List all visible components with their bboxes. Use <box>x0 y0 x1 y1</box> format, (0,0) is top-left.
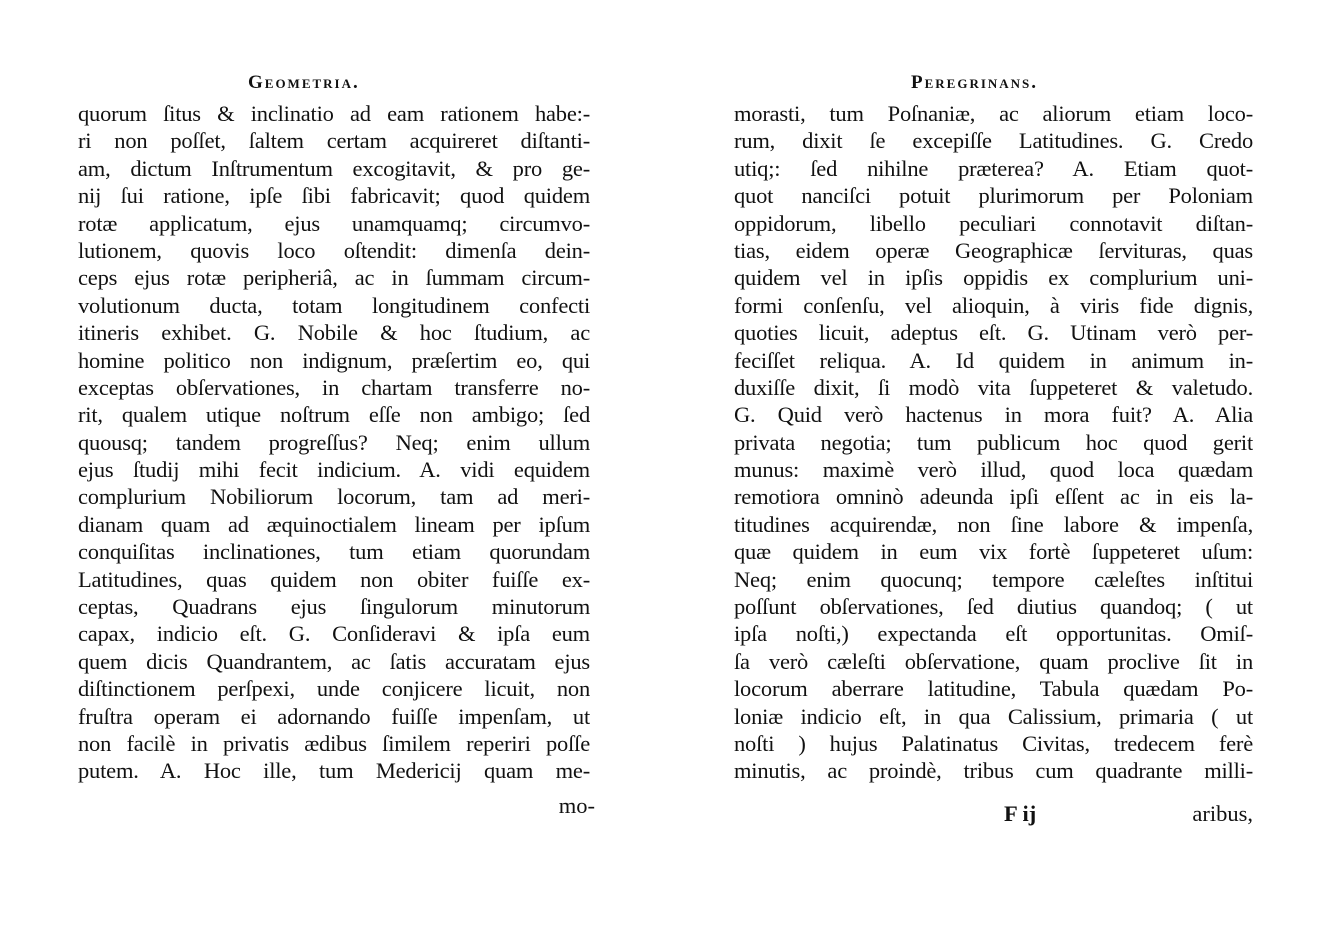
right-page <box>661 0 1323 936</box>
text-line: itineris exhibet. G. Nobile & hoc ſtudium, ac <box>78 320 590 346</box>
text-line: volutionum ducta, totam longitudinem confecti <box>78 292 590 318</box>
text-line: noſti ) hujus Palatinatus Civitas, tredecem ferè <box>734 730 1253 756</box>
text-line: oppidorum, libello peculiari connotavit diſtan- <box>734 210 1253 236</box>
text-line: remotiora omninò adeunda ipſi eſſent ac in eis la- <box>734 484 1253 510</box>
text-line: quousq; tandem progreſſus? Neq; enim ullum <box>78 429 590 455</box>
page-footer-right <box>661 800 1323 828</box>
text-line: rotæ applicatum, ejus unamquamq; circumvo- <box>78 210 590 236</box>
text-line: conquiſitas inclinationes, tum etiam quorundam <box>78 539 590 565</box>
catchword-left: mo- <box>558 793 595 818</box>
text-line: ejus ſtudij mihi fecit indicium. A. vidi equidem <box>78 457 590 483</box>
text-line: duxiſſe dixit, ſi modò vita ſuppeteret & valetudo. <box>734 374 1253 400</box>
text-line: dianam quam ad æquinoctialem lineam per ipſum <box>78 511 590 537</box>
text-line: ceptas, Quadrans ejus ſingulorum minutorum <box>78 594 590 620</box>
text-line: quot nanciſci potuit plurimorum per Poloniam <box>734 183 1253 209</box>
text-line: homine politico non indignum, præſertim eo, qui <box>78 347 590 373</box>
text-line: Neq; enim quocunq; tempore cæleſtes inſtitui <box>734 566 1253 592</box>
text-line: locorum aberrare latitudine, Tabula quædam Po- <box>734 676 1253 702</box>
text-line: diſtinctionem perſpexi, unde conjicere licuit, non <box>78 676 590 702</box>
text-line: privata negotia; tum publicum hoc quod gerit <box>734 429 1253 455</box>
text-line: tias, eidem operæ Geographicæ ſervituras, quas <box>734 237 1253 263</box>
text-line: loniæ indicio eſt, in qua Calissium, primaria ( ut <box>734 703 1253 729</box>
text-line: quæ quidem in eum vix fortè ſuppeteret uſum: <box>734 539 1253 565</box>
text-line: capax, indicio eſt. G. Conſideravi & ipſa eum <box>78 621 590 647</box>
text-line: quoties licuit, adeptus eſt. G. Utinam verò per- <box>734 320 1253 346</box>
text-line: feciſſet reliqua. A. Id quidem in animum in- <box>734 347 1253 373</box>
text-line: formi conſenſu, vel alioquin, à viris fide dignis, <box>734 292 1253 318</box>
text-line: quorum ſitus & inclinatio ad eam rationem habe:- <box>78 101 590 126</box>
running-head-left: Geometria. <box>248 72 360 93</box>
text-line: lutionem, quovis loco oſtendit: dimenſa dein- <box>78 237 590 263</box>
text-line: quem dicis Quandrantem, ac ſatis accuratam ejus <box>78 648 590 674</box>
text-line: ipſa noſti,) expectanda eſt opportunitas. Omiſ- <box>734 621 1253 647</box>
text-line: rit, qualem utique noſtrum eſſe non ambigo; ſed <box>78 402 590 428</box>
text-line: ceps ejus rotæ peripheriâ, ac in ſummam circum- <box>78 265 590 291</box>
running-head-right: Peregrinans. <box>911 72 1039 93</box>
text-line: rum, dixit ſe excepiſſe Latitudines. G. Credo <box>734 128 1253 154</box>
text-block-left <box>78 100 590 785</box>
text-line: exceptas obſervationes, in chartam transferre no- <box>78 374 590 400</box>
text-line: utiq;: ſed nihilne præterea? A. Etiam quot- <box>734 155 1253 181</box>
text-line: nij ſui ratione, ipſe ſibi fabricavit; quod quidem <box>78 183 590 209</box>
signature-mark: F ij <box>1004 801 1037 826</box>
text-line: fruſtra operam ei adornando fuiſſe impenſam, ut <box>78 703 590 729</box>
text-block-right <box>734 100 1253 785</box>
text-line: quidem vel in ipſis oppidis ex complurium uni- <box>734 265 1253 291</box>
left-page <box>0 0 661 936</box>
text-line: ri non poſſet, ſaltem certam acquireret diſtanti- <box>78 128 590 154</box>
text-line: poſſunt obſervationes, ſed diutius quandoq; ( ut <box>734 594 1253 620</box>
text-line: G. Quid verò hactenus in mora fuit? A. Alia <box>734 402 1253 428</box>
text-line: Latitudines, quas quidem non obiter fuiſſe ex- <box>78 566 590 592</box>
text-line: munus: maximè verò illud, quod loca quædam <box>734 457 1253 483</box>
text-line: minutis, ac proindè, tribus cum quadrante milli- <box>734 758 1253 784</box>
text-line: morasti, tum Poſnaniæ, ac aliorum etiam loco- <box>734 101 1253 126</box>
text-line: titudines acquirendæ, non ſine labore & impenſa, <box>734 511 1253 537</box>
text-line: non facilè in privatis ædibus ſimilem reperiri poſſe <box>78 730 590 756</box>
text-line: complurium Nobiliorum locorum, tam ad meri- <box>78 484 590 510</box>
text-line: putem. A. Hoc ille, tum Medericij quam me- <box>78 758 590 784</box>
text-line: am, dictum Inſtrumentum excogitavit, & pro ge- <box>78 155 590 181</box>
text-line: ſa verò cæleſti obſervatione, quam proclive ſit in <box>734 648 1253 674</box>
catchword-right: aribus, <box>1192 801 1253 826</box>
